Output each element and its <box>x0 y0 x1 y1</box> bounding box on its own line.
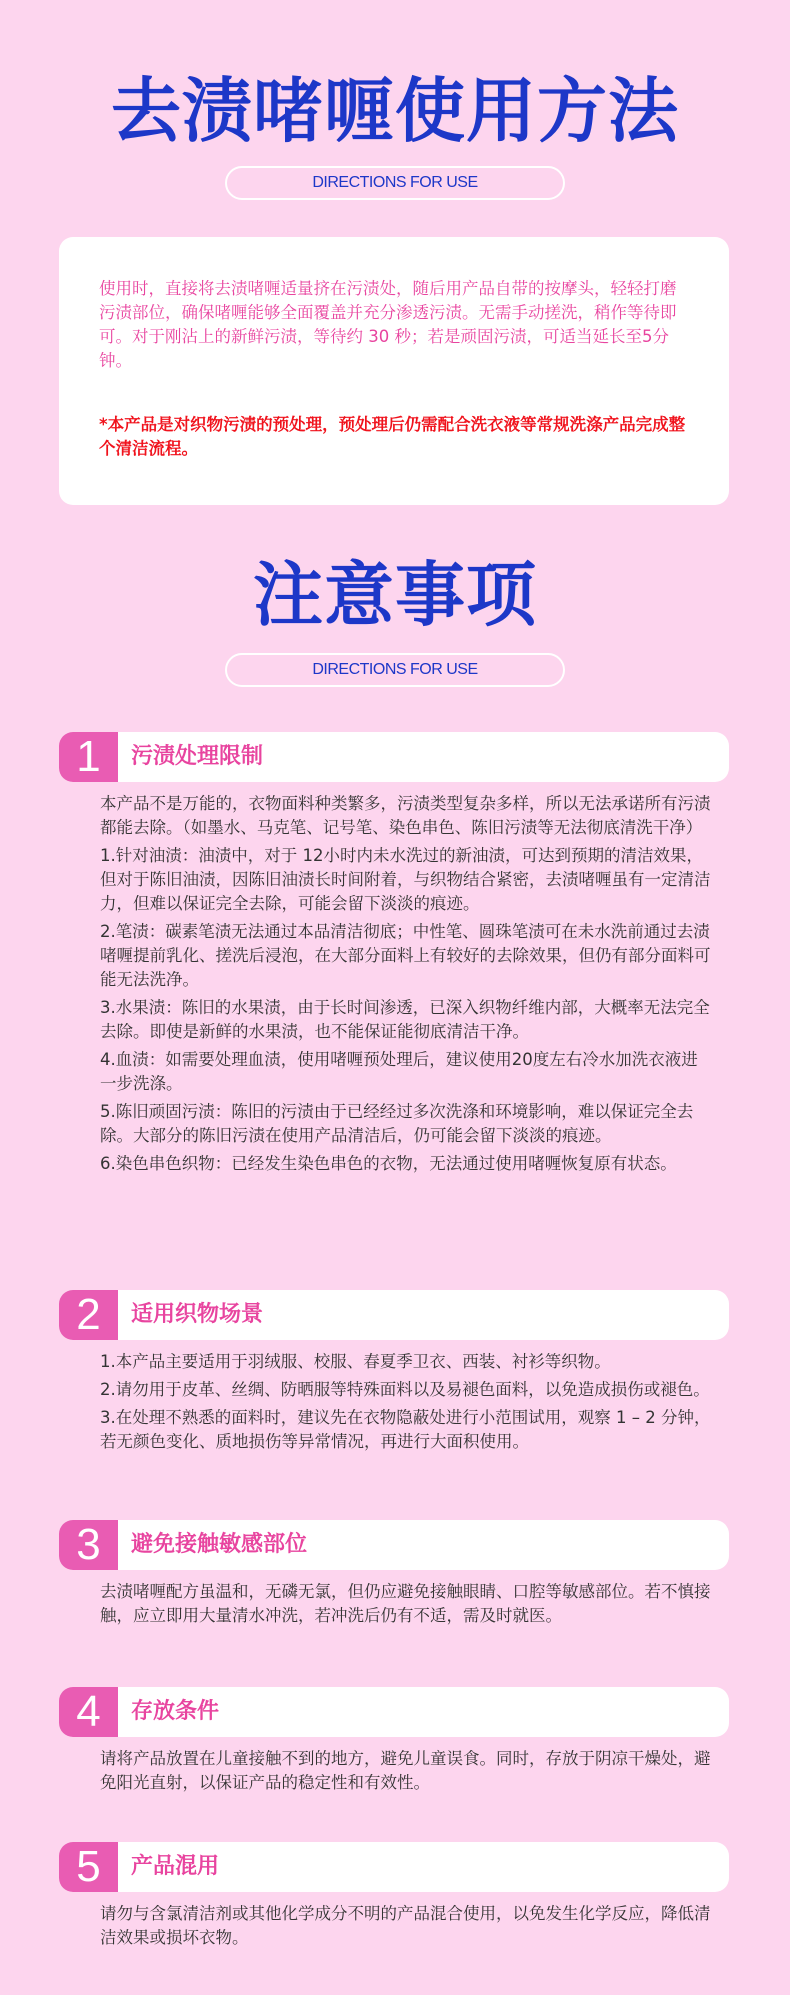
section-paragraph: 4.血渍：如需要处理血渍，使用啫喱预处理后，建议使用20度左右冷水加洗衣液进一步洗涤。 <box>100 1050 698 1093</box>
page-title: 去渍啫喱使用方法 <box>111 70 679 152</box>
section-paragraph: 1.针对油渍：油渍中，对于 12小时内未水洗过的新油渍，可达到预期的清洁效果，但对于陈旧油渍，因陈旧油渍长时间附着，与织物结合紧密，去渍啫喱虽有一定清洁力，但难以保证完全去除，可能会留下淡淡的痕迹。 <box>100 846 711 913</box>
section-title: 污渍处理限制 <box>131 744 264 769</box>
section-paragraph: 本产品不是万能的，衣物面料种类繁多，污渍类型复杂多样，所以无法承诺所有污渍都能去除。（如墨水、马克笔、记号笔、染色串色、陈旧污渍等无法彻底清洗干净） <box>100 794 711 837</box>
section-paragraph: 1.本产品主要适用于羽绒服、校服、春夏季卫衣、西装、衬衫等织物。 <box>100 1352 611 1371</box>
notice-title: 注意事项 <box>253 554 537 636</box>
section-storage <box>59 1687 729 1799</box>
section-stain-limits <box>59 732 729 1180</box>
section-sensitive-areas <box>59 1520 729 1632</box>
section-title: 避免接触敏感部位 <box>131 1532 308 1557</box>
section-header <box>59 732 729 782</box>
section-fabric-scenarios <box>59 1290 729 1458</box>
section-paragraph: 去渍啫喱配方虽温和，无磷无氯，但仍应避免接触眼睛、口腔等敏感部位。若不慎接触，应立即用大量清水冲洗，若冲洗后仍有不适，需及时就医。 <box>100 1582 711 1625</box>
section-title: 存放条件 <box>131 1699 220 1724</box>
section-title: 适用织物场景 <box>131 1302 264 1327</box>
section-header <box>59 1520 729 1570</box>
section-paragraph: 2.笔渍：碳素笔渍无法通过本品清洁彻底；中性笔、圆珠笔渍可在未水洗前通过去渍啫喱提前乳化、搓洗后浸泡，在大部分面料上有较好的去除效果，但仍有部分面料可能无法洗净。 <box>100 922 711 989</box>
section-body <box>59 1570 729 1628</box>
usage-note: *本产品是对织物污渍的预处理，预处理后仍需配合洗衣液等常规洗涤产品完成整个清洁流程。 <box>99 415 686 458</box>
section-body <box>59 1340 729 1454</box>
section-number: 5 <box>59 1842 118 1892</box>
section-product-mixing <box>59 1842 729 1954</box>
directions-badge: DIRECTIONS FOR USE <box>225 166 565 200</box>
section-paragraph: 3.水果渍：陈旧的水果渍，由于长时间渗透，已深入织物纤维内部，大概率无法完全去除。即使是新鲜的水果渍，也不能保证能彻底清洁干净。 <box>100 998 710 1041</box>
section-paragraph: 3.在处理不熟悉的面料时，建议先在衣物隐蔽处进行小范围试用，观察 1 – 2 分钟，若无颜色变化、质地损伤等异常情况，再进行大面积使用。 <box>100 1408 711 1451</box>
section-paragraph: 请将产品放置在儿童接触不到的地方，避免儿童误食。同时，存放于阴凉干燥处，避免阳光直射，以保证产品的稳定性和有效性。 <box>100 1749 711 1792</box>
usage-text: 使用时，直接将去渍啫喱适量挤在污渍处，随后用产品自带的按摩头，轻轻打磨污渍部位，确保啫喱能够全面覆盖并充分渗透污渍。无需手动搓洗，稍作等待即可。对于刚沾上的新鲜污渍，等待约 30 秒；若是顽固污渍，可适当延长至5分钟。 <box>99 279 677 370</box>
section-body <box>59 782 729 1176</box>
section-paragraph: 2.请勿用于皮革、丝绸、防晒服等特殊面料以及易褪色面料，以免造成损伤或褪色。 <box>100 1380 710 1399</box>
usage-card <box>59 237 729 505</box>
section-body <box>59 1737 729 1795</box>
section-number: 1 <box>59 732 118 782</box>
section-paragraph: 5.陈旧顽固污渍：陈旧的污渍由于已经经过多次洗涤和环境影响，难以保证完全去除。大部分的陈旧污渍在使用产品清洁后，仍可能会留下淡淡的痕迹。 <box>100 1102 694 1145</box>
section-number: 3 <box>59 1520 118 1570</box>
section-header <box>59 1290 729 1340</box>
section-paragraph: 6.染色串色织物：已经发生染色串色的衣物，无法通过使用啫喱恢复原有状态。 <box>100 1154 677 1173</box>
section-number: 2 <box>59 1290 118 1340</box>
notice-badge: DIRECTIONS FOR USE <box>225 653 565 687</box>
section-header <box>59 1842 729 1892</box>
section-body <box>59 1892 729 1950</box>
section-number: 4 <box>59 1687 118 1737</box>
section-paragraph: 请勿与含氯清洁剂或其他化学成分不明的产品混合使用，以免发生化学反应，降低清洁效果或损坏衣物。 <box>100 1904 711 1947</box>
section-title: 产品混用 <box>131 1854 220 1879</box>
section-header <box>59 1687 729 1737</box>
